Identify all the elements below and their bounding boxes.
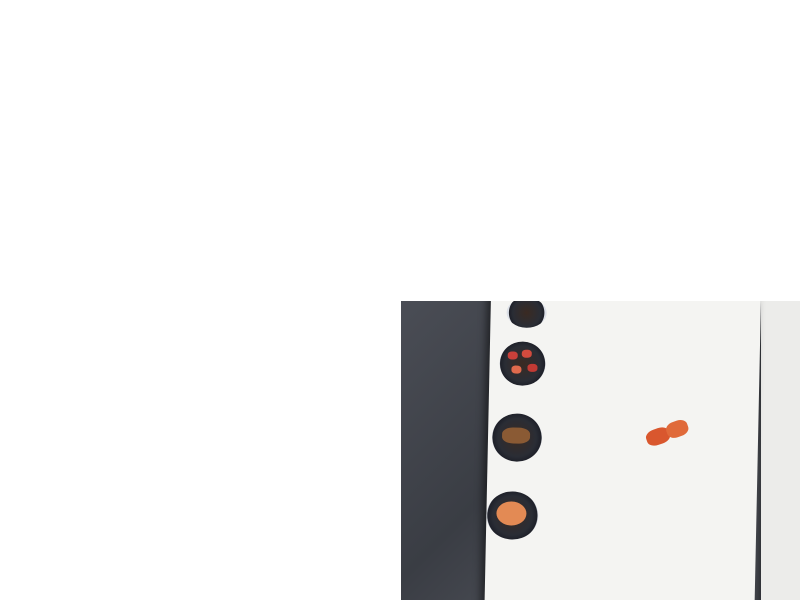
sake-menu-panel-top-right (401, 0, 800, 300)
sushi-piece (522, 350, 532, 358)
sake-menu-panel-top-left (0, 0, 400, 300)
sushi-menu-page (484, 301, 761, 600)
sushi-piece (511, 365, 521, 373)
sake-menu-panel-bottom-left (0, 301, 400, 601)
sushi-piece (508, 351, 518, 359)
food-photo-plate (506, 301, 547, 328)
sushi-piece (527, 364, 537, 372)
sushi-piece (502, 427, 530, 444)
side-menu-page (761, 301, 800, 600)
food-photo-plate (499, 341, 546, 386)
sushi-menu-photo (401, 301, 800, 600)
